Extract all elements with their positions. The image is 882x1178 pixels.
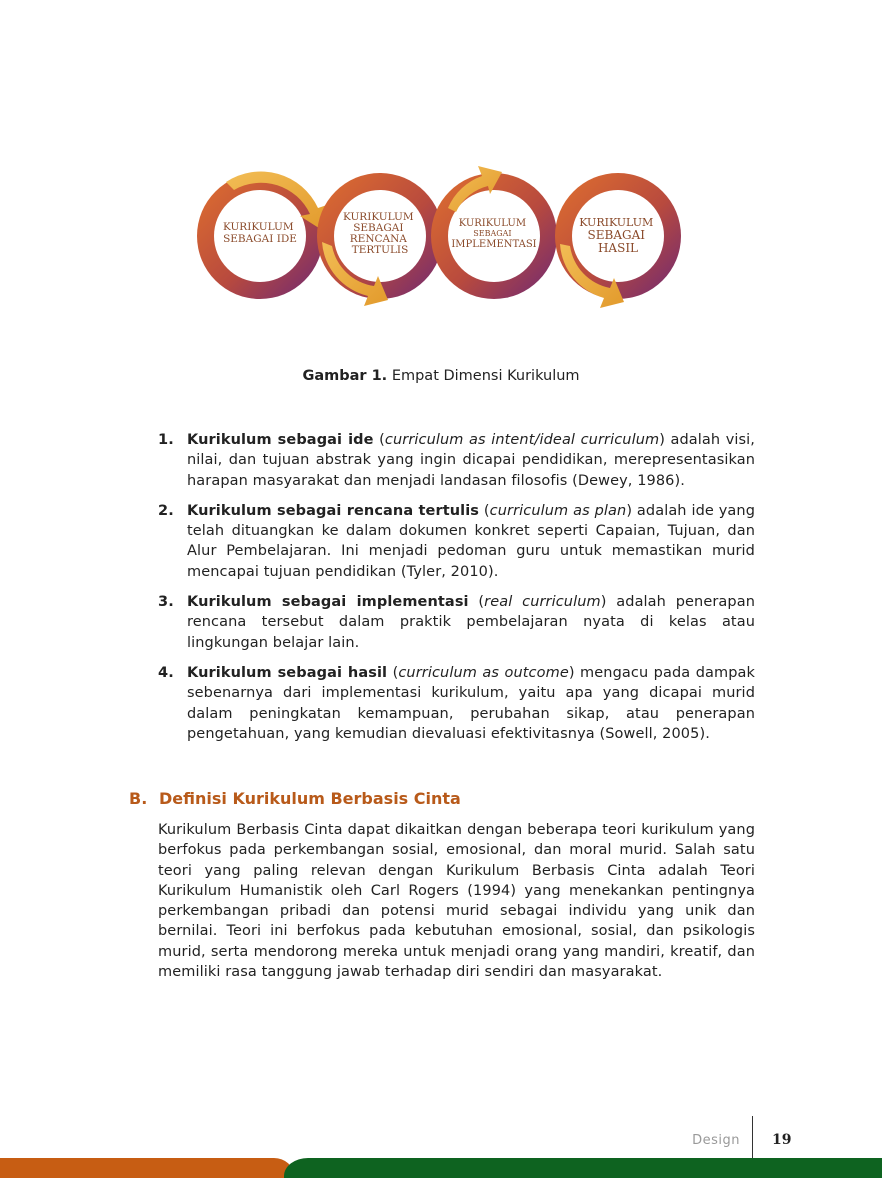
list-item: 1. Kurikulum sebagai ide (curriculum as intent/ideal curriculum) adalah visi, nilai, dan tujuan abstrak yang ingin dicapai pendidikan, merepresentasikan harapan masyarakat dan menjadi landasan filosofis (Dewey, 1986).: [158, 432, 756, 489]
page-number: 19: [772, 1132, 792, 1148]
list-item-english-term: curriculum as plan: [489, 502, 627, 519]
curriculum-dimensions-figure: [190, 160, 692, 312]
ring-4-label: KURIKULUM SEBAGAI HASIL: [579, 216, 654, 255]
list-item-description: ) mengacu pada dampak sebenarnya dari implementasi kurikulum, yaitu apa yang dicapai murid dalam peningkatan kemampuan, perubahan sikap, atau penerapan pengetahuan, yang kemudian dievaluasi efektivitasnya (Sowell, 2005).: [187, 664, 756, 742]
list-item-term: Kurikulum sebagai rencana tertulis: [187, 502, 480, 519]
list-item-english-term: curriculum as intent/ideal curriculum: [384, 432, 660, 448]
list-item-term: Kurikulum sebagai implementasi: [187, 594, 469, 611]
section-heading: [129, 789, 461, 808]
list-item-description: ) adalah penerapan rencana tersebut dalam praktik pembelajaran nyata di kelas atau lingkungan belajar lain.: [187, 594, 755, 651]
section-title: Definisi Kurikulum Berbasis Cinta: [159, 789, 461, 808]
ring-1-label: KURIKULUM SEBAGAI IDE: [222, 221, 297, 245]
footer-section-label: Design: [692, 1133, 740, 1148]
list-item-number: 2.: [158, 502, 174, 519]
list-item-number: 1.: [158, 432, 174, 448]
figure-caption-label: Gambar 1.: [302, 368, 388, 384]
ring-3-label: KURIKULUM SEBAGAI IMPLEMENTASI: [451, 218, 537, 250]
list-item: 4. Kurikulum sebagai hasil (curriculum as outcome) mengacu pada dampak sebenarnya dari implementasi kurikulum, yaitu apa yang dicapai murid dalam peningkatan kemampuan, perubahan sikap, atau penerapan pengetahuan, yang kemudian dievaluasi efektivitasnya (Sowell, 2005).: [158, 664, 756, 742]
figure-caption-text: Empat Dimensi Kurikulum: [391, 368, 580, 384]
list-item-term: Kurikulum sebagai hasil: [187, 664, 388, 681]
list-item-number: 4.: [158, 664, 174, 681]
ring-kurikulum-sebagai-rencana-tertulis: [317, 173, 443, 306]
list-item-description: ) adalah visi, nilai, dan tujuan abstrak yang ingin dicapai pendidikan, merepresentasikan harapan masyarakat dan menjadi landasan filosofis (Dewey, 1986).: [187, 432, 756, 489]
footer-divider: [752, 1116, 753, 1164]
list-item: 3. Kurikulum sebagai implementasi (real curriculum) adalah penerapan rencana tersebut dalam praktik pembelajaran nyata di kelas atau lingkungan belajar lain.: [158, 594, 755, 651]
ring-kurikulum-sebagai-ide: [197, 171, 330, 299]
list-item-term: Kurikulum sebagai ide: [187, 432, 374, 448]
section-body: Kurikulum Berbasis Cinta dapat dikaitkan dengan beberapa teori kurikulum yang berfokus pada perkembangan sosial, emosional, dan moral murid. Salah satu teori yang paling relevan dengan Kurikulum Berbasis Cinta adalah Teori Kurikulum Humanistik oleh Carl Rogers (1994) yang menekankan pentingnya perkembangan pribadi dan potensi murid sebagai individu yang unik dan bernilai. Teori ini berfokus pada kebutuhan emosional, sosial, dan psikologis murid, serta mendorong mereka untuk menjadi orang yang mandiri, kreatif, dan memiliki rasa tanggung jawab terhadap diri sendiri dan masyarakat.: [158, 822, 755, 981]
ring-kurikulum-sebagai-implementasi: [431, 166, 557, 299]
section-letter: B.: [129, 789, 148, 808]
list-item-description: ) adalah ide yang telah dituangkan ke dalam dokumen konkret seperti Capaian, Tujuan, dan Alur Pembelajaran. Ini menjadi pedoman guru untuk memastikan murid mencapai tujuan pendidikan (Tyler, 2010).: [187, 502, 755, 580]
list-item: 2. Kurikulum sebagai rencana tertulis (curriculum as plan) adalah ide yang telah dituangkan ke dalam dokumen konkret seperti Capaian, Tujuan, dan Alur Pembelajaran. Ini menjadi pedoman guru untuk memastikan murid mencapai tujuan pendidikan (Tyler, 2010).: [158, 502, 755, 580]
ring-kurikulum-sebagai-hasil: [555, 173, 681, 308]
list-item-number: 3.: [158, 594, 174, 611]
dimensions-list: [158, 430, 755, 754]
ring-2-label: KURIKULUM SEBAGAI RENCANA TERTULIS: [342, 211, 414, 256]
list-item-english-term: curriculum as outcome: [398, 664, 569, 681]
footer-band-green: [284, 1158, 882, 1178]
list-item-english-term: real curriculum: [484, 594, 601, 611]
footer-band-orange: [0, 1158, 294, 1178]
figure-caption: [0, 368, 882, 384]
